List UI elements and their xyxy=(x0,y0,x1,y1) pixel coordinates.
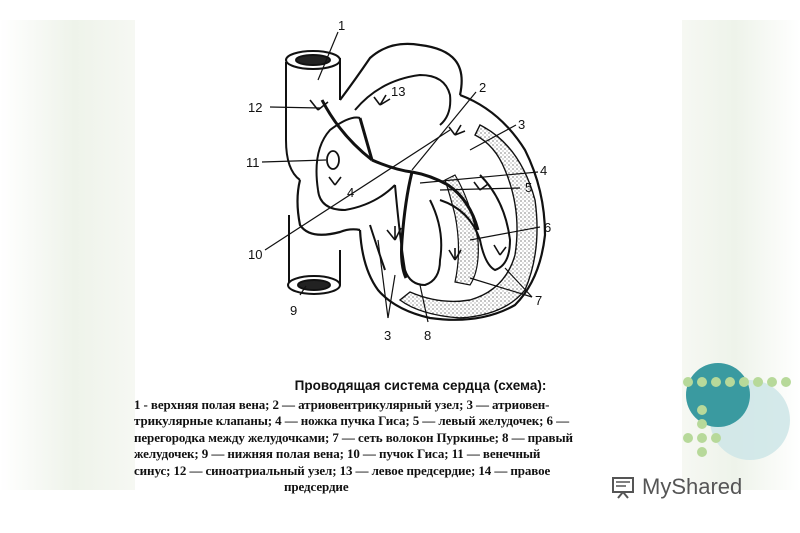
coronary-sinus xyxy=(327,151,339,169)
septum xyxy=(445,175,478,285)
label-6: 6 xyxy=(544,220,552,235)
watermark-text: MyShared xyxy=(642,474,743,499)
label-10: 10 xyxy=(248,247,263,262)
caption-line: трикулярные клапаны; 4 — ножка пучка Гиса; 5 — левый желудочек; 6 — xyxy=(134,413,569,429)
label-4-left: 4 xyxy=(347,185,355,200)
inferior-vena-cava xyxy=(288,215,340,294)
myshared-watermark xyxy=(610,474,742,500)
caption-line: 1 - верхняя полая вена; 2 — атриовентрикулярный узел; 3 — атриовен- xyxy=(134,397,550,412)
label-3-right: 3 xyxy=(518,117,526,132)
caption-line: синус; 12 — синоатриальный узел; 13 — левое предсердие; 14 — правое xyxy=(134,462,551,478)
label-2: 2 xyxy=(479,80,487,95)
caption-line: предсердие xyxy=(284,479,349,495)
label-11: 11 xyxy=(246,155,260,170)
label-3-bottom: 3 xyxy=(384,328,392,343)
label-12: 12 xyxy=(248,100,263,115)
label-8: 8 xyxy=(424,328,432,343)
presentation-board-icon xyxy=(610,474,636,500)
deco-teal-circle xyxy=(686,363,750,427)
caption-body xyxy=(134,397,679,495)
label-9: 9 xyxy=(290,303,298,318)
label-4-right: 4 xyxy=(540,163,548,178)
caption-title: Проводящая система сердца (схема): xyxy=(294,378,547,393)
label-13: 13 xyxy=(391,84,406,99)
caption-line: перегородка между желудочками; 7 — сеть волокон Пуркинье; 8 — правый xyxy=(134,429,573,445)
label-5: 5 xyxy=(525,180,533,195)
figure-caption xyxy=(134,378,679,495)
caption-line: желудочек; 9 — нижняя полая вена; 10 — пучок Гиса; 11 — венечный xyxy=(134,446,541,462)
label-7: 7 xyxy=(535,293,543,308)
label-1: 1 xyxy=(338,18,346,33)
